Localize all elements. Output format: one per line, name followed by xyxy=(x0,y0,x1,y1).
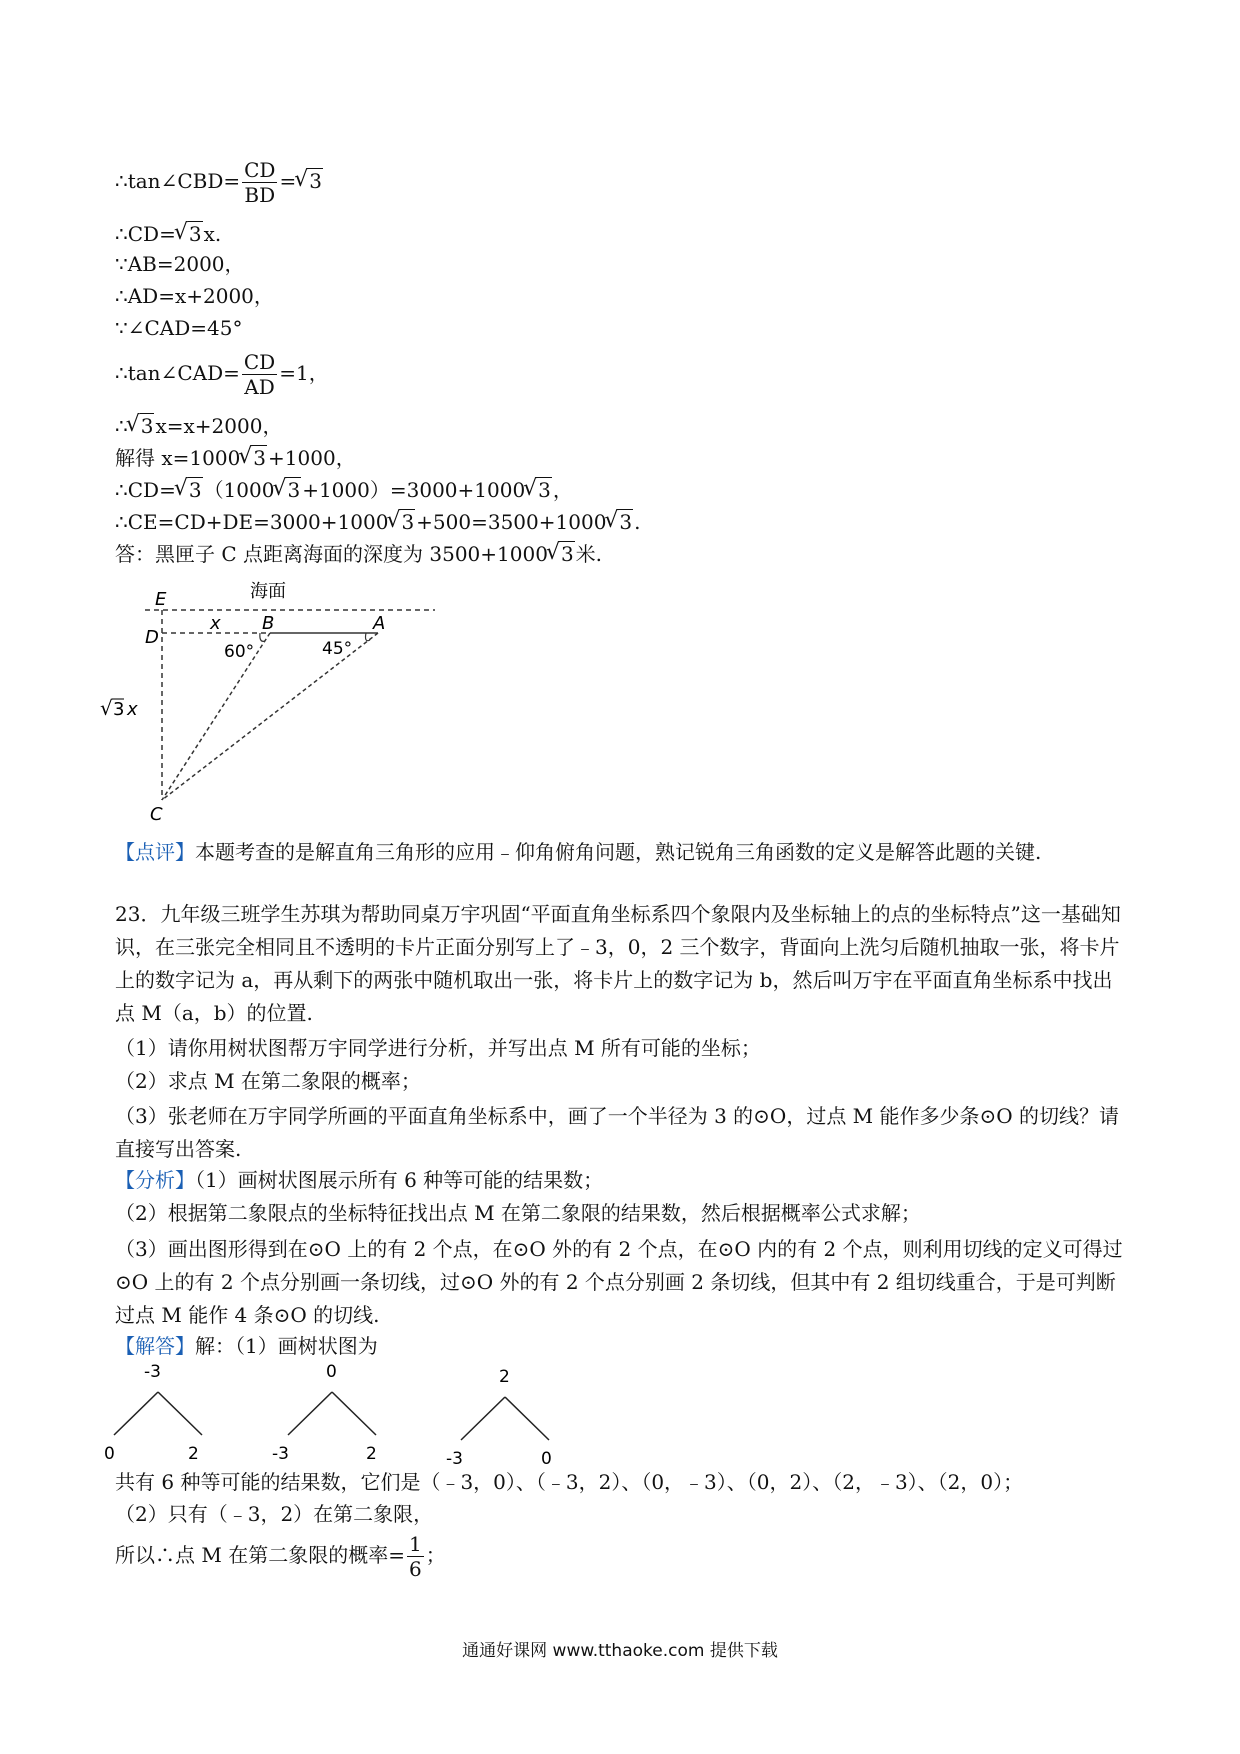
tree-3-right-branch xyxy=(505,1397,549,1440)
solution-line-7 xyxy=(115,414,282,438)
comment xyxy=(115,840,1041,864)
sqrt xyxy=(607,510,633,534)
analysis-tag: 【分析】 xyxy=(115,1168,195,1192)
radicand: 3 xyxy=(188,478,202,502)
sqrt xyxy=(526,478,552,502)
text: = xyxy=(279,169,297,193)
sqrt xyxy=(177,222,203,246)
text: 答：黑匣子 C 点距离海面的深度为 3500+1000 xyxy=(115,542,548,566)
problem-23-stem: 23．九年级三班学生苏琪为帮助同桌万宇巩固“平面直角坐标系四个象限内及坐标轴上的点的坐标特点”这一基础知识，在三张完全相同且不透明的卡片正面分别写上了﹣3，0，2 三个数字，背面向上洗匀后随机抽取一张，将卡片上的数字记为 a，再从剩下的两张中随机取出一张，将卡片上的数字记为 b，然后叫万宇在平面直角坐标系中找出点 M（a，b）的位置. xyxy=(115,902,1121,1025)
analysis-1 xyxy=(115,1168,603,1192)
text: ； xyxy=(425,1543,446,1567)
denominator: 6 xyxy=(408,1557,422,1581)
point-a-label: A xyxy=(373,613,386,634)
tree-2-left: -3 xyxy=(272,1444,289,1464)
numerator: CD xyxy=(244,158,276,182)
tree-2 xyxy=(272,1362,377,1464)
solution-line-5: ∵∠CAD=45° xyxy=(115,316,243,340)
probability-line xyxy=(115,1532,446,1581)
text: （1）画树状图展示所有 6 种等可能的结果数； xyxy=(195,1168,604,1192)
tree-3-root: 2 xyxy=(499,1367,510,1387)
tree-2-right-branch xyxy=(332,1392,376,1435)
fraction xyxy=(242,350,277,399)
text: ∴tan∠CAD= xyxy=(115,361,240,385)
sqrt xyxy=(297,169,323,193)
angle-a-label: 45° xyxy=(322,639,353,659)
analysis-2: （2）根据第二象限点的坐标特征找出点 M 在第二象限的结果数，然后根据概率公式求解； xyxy=(115,1201,921,1225)
tree-1-right-branch xyxy=(158,1392,202,1435)
fraction xyxy=(407,1532,424,1581)
sqrt xyxy=(241,446,267,470)
radicand: 3 xyxy=(287,478,301,502)
text: 米. xyxy=(575,542,603,566)
sqrt xyxy=(389,510,415,534)
comment-text: 本题考查的是解直角三角形的应用﹣仰角俯角问题，熟记锐角三角函数的定义是解答此题的关键. xyxy=(195,840,1042,864)
footer: 通通好课网 www.tthaoke.com 提供下载 xyxy=(462,1641,778,1661)
radicand: 3 xyxy=(140,414,154,438)
sea-label: 海面 xyxy=(250,581,286,602)
solution-line-4: ∴AD=x+2000， xyxy=(115,284,274,308)
text: ∴CD= xyxy=(115,478,176,502)
angle-arc-b xyxy=(260,633,265,641)
text: +500=3500+1000 xyxy=(416,510,607,534)
sqrt xyxy=(275,478,301,502)
solution-answer xyxy=(115,542,602,566)
tree-3-right: 0 xyxy=(541,1449,552,1469)
part-2-answer: （2）只有（﹣3，2）在第二象限， xyxy=(115,1502,434,1526)
tree-3 xyxy=(446,1367,552,1469)
text: 解：（1）画树状图为 xyxy=(195,1334,378,1358)
comment-tag: 【点评】 xyxy=(115,840,195,864)
solution-line-8 xyxy=(115,446,356,470)
side-radicand: 3 xyxy=(113,699,125,720)
solution-line-1 xyxy=(115,158,324,207)
text: ∴tan∠CBD= xyxy=(115,169,241,193)
analysis-3: （3）画出图形得到在⊙O 上的有 2 个点，在⊙O 外的有 2 个点，在⊙O 内的有 2 个点，则利用切线的定义可得过⊙O 上的有 2 个点分别画一条切线，过⊙O 外的有 2 个点分别画 2 条切线，但其中有 2 组切线重合，于是可判断过点 M 能作 4 条⊙O 的切线. xyxy=(115,1237,1123,1327)
tree-diagram xyxy=(100,1355,580,1470)
tree-1-right: 2 xyxy=(188,1444,199,1464)
angle-b-label: 60° xyxy=(224,642,255,662)
tree-2-left-branch xyxy=(288,1392,332,1435)
radicand: 3 xyxy=(188,222,202,246)
text: ∴ xyxy=(115,414,128,438)
text: ， xyxy=(552,478,573,502)
solution-line-9 xyxy=(115,478,573,502)
radicand: 3 xyxy=(401,510,415,534)
radical-sign: √ xyxy=(100,696,113,720)
question-3: （3）张老师在万宇同学所画的平面直角坐标系中，画了一个半径为 3 的⊙O，过点 M 能作多少条⊙O 的切线？请直接写出答案. xyxy=(115,1104,1120,1161)
text: x=x+2000， xyxy=(155,414,283,438)
depth-diagram xyxy=(100,575,460,825)
solution-line-2 xyxy=(115,222,221,246)
denominator: AD xyxy=(244,375,275,399)
sqrt xyxy=(129,414,155,438)
question-1: （1）请你用树状图帮万宇同学进行分析，并写出点 M 所有可能的坐标； xyxy=(115,1036,761,1060)
x-label: x xyxy=(210,613,221,634)
solution-line-10 xyxy=(115,510,641,534)
text: +1000， xyxy=(268,446,356,470)
tree-1-root: -3 xyxy=(144,1362,161,1382)
tree-1 xyxy=(104,1362,202,1464)
side-variable: x xyxy=(127,699,138,720)
text: =1， xyxy=(279,361,329,385)
sqrt xyxy=(177,478,203,502)
radicand: 3 xyxy=(538,478,551,502)
text: x. xyxy=(203,222,222,246)
radicand: 3 xyxy=(560,542,574,566)
numerator: 1 xyxy=(408,1532,422,1556)
radicand: 3 xyxy=(619,510,633,534)
solution-line-3: ∵AB=2000， xyxy=(115,252,245,276)
text: 所以∴点 M 在第二象限的概率= xyxy=(115,1543,405,1567)
radicand: 3 xyxy=(309,169,322,193)
tree-2-right: 2 xyxy=(366,1444,377,1464)
tree-1-left-branch xyxy=(114,1392,158,1435)
tree-3-left: -3 xyxy=(446,1449,463,1469)
solution-line-6 xyxy=(115,350,329,399)
text: +1000）=3000+1000 xyxy=(302,478,526,502)
text: ∴CE=CD+DE=3000+1000 xyxy=(115,510,389,534)
point-b-label: B xyxy=(262,613,275,634)
point-e-label: E xyxy=(155,589,167,610)
text: 解得 x=1000 xyxy=(115,446,241,470)
tree-3-left-branch xyxy=(461,1397,505,1440)
numerator: CD xyxy=(243,350,276,374)
question-2: （2）求点 M 在第二象限的概率； xyxy=(115,1069,421,1093)
radicand: 3 xyxy=(253,446,267,470)
point-c-label: C xyxy=(150,804,163,825)
fraction xyxy=(242,158,277,207)
tree-2-root: 0 xyxy=(326,1362,337,1382)
denominator: BD xyxy=(244,183,276,207)
tree-1-left: 0 xyxy=(104,1444,115,1464)
answer-tag: 【解答】 xyxy=(115,1334,195,1358)
text: ∴CD= xyxy=(115,222,176,246)
sqrt xyxy=(549,542,575,566)
text: . xyxy=(634,510,641,534)
point-d-label: D xyxy=(145,627,159,648)
outcomes: 共有 6 种等可能的结果数，它们是（﹣3，0）、（﹣3，2）、（0，﹣3）、（0，2）、（2，﹣3）、（2，0）； xyxy=(115,1470,1024,1494)
text: （1000 xyxy=(203,478,275,502)
